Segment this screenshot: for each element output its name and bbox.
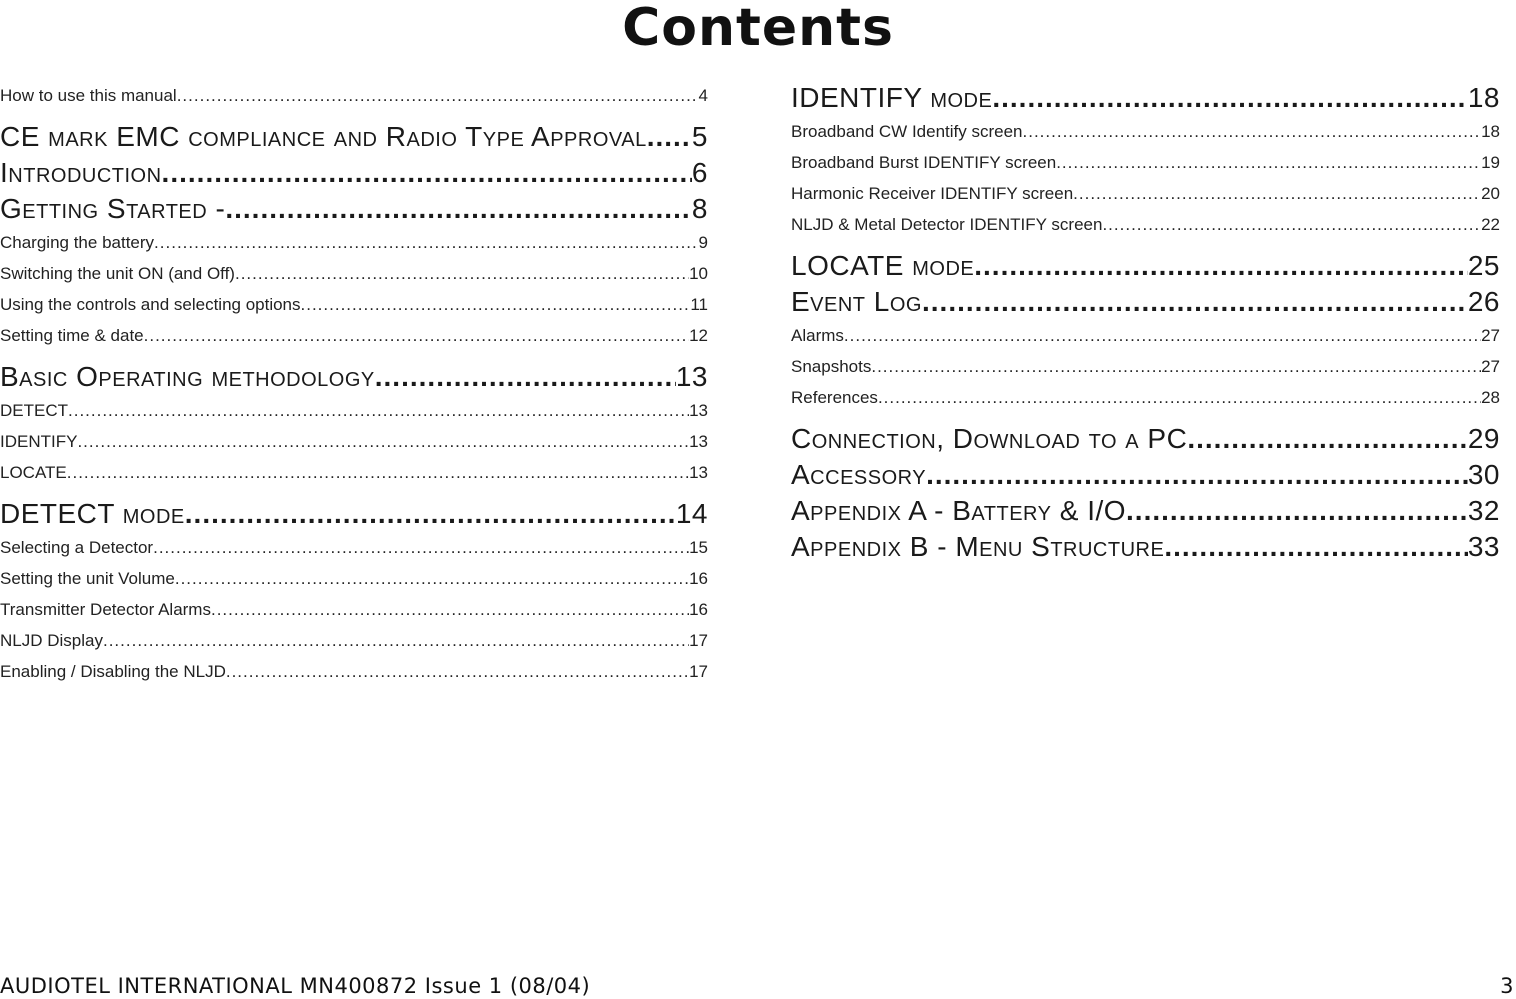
toc-entry-label: Using the controls and selecting options bbox=[0, 295, 301, 314]
toc-entry-label: Switching the unit ON (and Off) bbox=[0, 264, 235, 283]
toc-section-entry[interactable] bbox=[791, 421, 1500, 457]
toc-dot-leader bbox=[1126, 493, 1468, 529]
toc-dot-leader bbox=[154, 227, 698, 258]
toc-entry-label: Introduction bbox=[0, 157, 162, 188]
toc-entry-label: Accessory bbox=[791, 459, 927, 490]
toc-dot-leader bbox=[647, 119, 692, 155]
toc-subsection-entry[interactable] bbox=[0, 656, 708, 687]
toc-dot-leader bbox=[225, 191, 692, 227]
toc-entry-label: Basic Operating methodology bbox=[0, 361, 375, 392]
toc-subsection-entry[interactable] bbox=[0, 563, 708, 594]
toc-entry-label: Snapshots bbox=[791, 357, 872, 376]
toc-dot-leader bbox=[1102, 209, 1481, 240]
toc-entry-label: Setting the unit Volume bbox=[0, 569, 175, 588]
toc-section-entry[interactable] bbox=[791, 248, 1500, 284]
toc-page-number: 8 bbox=[691, 193, 708, 224]
toc-entry-label: How to use this manual bbox=[0, 86, 177, 105]
toc-dot-leader bbox=[926, 457, 1468, 493]
toc-section-entry[interactable] bbox=[791, 529, 1500, 565]
toc-dot-leader bbox=[922, 284, 1468, 320]
toc-dot-leader bbox=[871, 351, 1481, 382]
toc-dot-leader bbox=[974, 248, 1468, 284]
toc-page-number: 26 bbox=[1467, 286, 1500, 317]
toc-page-number: 12 bbox=[689, 326, 708, 345]
toc-dot-leader bbox=[185, 496, 676, 532]
toc-page-number: 17 bbox=[689, 631, 708, 650]
toc-section-entry[interactable] bbox=[0, 359, 708, 395]
toc-section-entry[interactable] bbox=[0, 119, 708, 155]
toc-subsection-entry[interactable] bbox=[0, 289, 708, 320]
toc-dot-leader bbox=[177, 80, 699, 111]
toc-page-number: 20 bbox=[1481, 184, 1500, 203]
toc-entry-label: DETECT mode bbox=[0, 498, 185, 529]
toc-dot-leader bbox=[77, 426, 689, 457]
toc-entry-label: Setting time & date bbox=[0, 326, 144, 345]
toc-dot-leader bbox=[1164, 529, 1468, 565]
toc-dot-leader bbox=[162, 155, 692, 191]
toc-entry-label: References bbox=[791, 388, 878, 407]
toc-entry-label: Selecting a Detector bbox=[0, 538, 154, 557]
toc-dot-leader bbox=[153, 532, 689, 563]
toc-dot-leader bbox=[235, 258, 689, 289]
toc-entry-label: IDENTIFY mode bbox=[791, 82, 993, 113]
toc-subsection-entry[interactable] bbox=[0, 426, 708, 457]
toc-entry-label: Appendix A - Battery & I/O bbox=[791, 495, 1127, 526]
toc-subsection-entry[interactable] bbox=[0, 320, 708, 351]
toc-page-number: 4 bbox=[698, 86, 708, 105]
footer-page-number: 3 bbox=[1500, 974, 1514, 998]
toc-subsection-entry[interactable] bbox=[0, 532, 708, 563]
toc-left-column bbox=[0, 80, 708, 687]
toc-dot-leader bbox=[301, 289, 691, 320]
toc-subsection-entry[interactable] bbox=[0, 594, 708, 625]
toc-dot-leader bbox=[144, 320, 689, 351]
toc-page-number: 16 bbox=[689, 569, 708, 588]
toc-entry-label: Appendix B - Menu Structure bbox=[791, 531, 1165, 562]
toc-page-number: 13 bbox=[689, 401, 708, 420]
toc-page-number: 19 bbox=[1481, 153, 1500, 172]
toc-dot-leader bbox=[375, 359, 676, 395]
toc-entry-label: Event Log bbox=[791, 286, 922, 317]
toc-dot-leader bbox=[211, 594, 689, 625]
toc-page-number: 9 bbox=[698, 233, 708, 252]
toc-page-number: 29 bbox=[1467, 423, 1500, 454]
toc-dot-leader bbox=[1073, 178, 1481, 209]
toc-page-number: 18 bbox=[1467, 82, 1500, 113]
toc-page-number: 10 bbox=[689, 264, 708, 283]
toc-subsection-entry[interactable] bbox=[791, 116, 1500, 147]
toc-entry-label: IDENTIFY bbox=[0, 432, 78, 451]
toc-page-number: 25 bbox=[1467, 250, 1500, 281]
toc-dot-leader bbox=[68, 395, 689, 426]
toc-dot-leader bbox=[844, 320, 1481, 351]
toc-entry-label: Broadband Burst IDENTIFY screen bbox=[791, 153, 1057, 172]
toc-dot-leader bbox=[1056, 147, 1481, 178]
toc-subsection-entry[interactable] bbox=[791, 382, 1500, 413]
footer-document-id: AUDIOTEL INTERNATIONAL MN400872 Issue 1 (08/04) bbox=[0, 974, 591, 998]
toc-subsection-entry[interactable] bbox=[0, 80, 708, 111]
toc-subsection-entry[interactable] bbox=[791, 351, 1500, 382]
toc-subsection-entry[interactable] bbox=[0, 227, 708, 258]
toc-page-number: 15 bbox=[689, 538, 708, 557]
toc-page-number: 14 bbox=[675, 498, 708, 529]
toc-right-column bbox=[791, 80, 1500, 565]
toc-section-entry[interactable] bbox=[0, 496, 708, 532]
toc-dot-leader bbox=[878, 382, 1481, 413]
toc-section-entry[interactable] bbox=[791, 457, 1500, 493]
toc-page-number: 27 bbox=[1481, 357, 1500, 376]
toc-page-number: 28 bbox=[1481, 388, 1500, 407]
toc-entry-label: Transmitter Detector Alarms bbox=[0, 600, 211, 619]
toc-entry-label: Harmonic Receiver IDENTIFY screen bbox=[791, 184, 1074, 203]
toc-page-number: 22 bbox=[1481, 215, 1500, 234]
toc-subsection-entry[interactable] bbox=[791, 320, 1500, 351]
toc-subsection-entry[interactable] bbox=[0, 395, 708, 426]
toc-subsection-entry[interactable] bbox=[791, 178, 1500, 209]
toc-dot-leader bbox=[1187, 421, 1468, 457]
toc-dot-leader bbox=[226, 656, 689, 687]
toc-entry-label: Getting Started - bbox=[0, 193, 226, 224]
toc-entry-label: LOCATE bbox=[0, 463, 67, 482]
toc-page-number: 18 bbox=[1481, 122, 1500, 141]
toc-dot-leader bbox=[992, 80, 1468, 116]
toc-page-number: 17 bbox=[689, 662, 708, 681]
toc-section-entry[interactable] bbox=[791, 284, 1500, 320]
toc-entry-label: DETECT bbox=[0, 401, 68, 420]
toc-section-entry[interactable] bbox=[0, 191, 708, 227]
toc-section-entry[interactable] bbox=[791, 80, 1500, 116]
toc-section-entry[interactable] bbox=[0, 155, 708, 191]
toc-entry-label: Enabling / Disabling the NLJD bbox=[0, 662, 226, 681]
toc-entry-label: CE mark EMC compliance and Radio Type Approval bbox=[0, 121, 647, 152]
toc-page-number: 13 bbox=[675, 361, 708, 392]
toc-section-entry[interactable] bbox=[791, 493, 1500, 529]
toc-entry-label: Charging the battery bbox=[0, 233, 155, 252]
toc-entry-label: NLJD Display bbox=[0, 631, 103, 650]
toc-page-number: 16 bbox=[689, 600, 708, 619]
toc-entry-label: Connection, Download to a PC bbox=[791, 423, 1188, 454]
toc-dot-leader bbox=[103, 625, 689, 656]
toc-page-number: 5 bbox=[691, 121, 708, 152]
toc-page-number: 11 bbox=[690, 295, 708, 314]
toc-page-number: 30 bbox=[1467, 459, 1500, 490]
toc-entry-label: NLJD & Metal Detector IDENTIFY screen bbox=[791, 215, 1103, 234]
toc-entry-label: Alarms bbox=[791, 326, 844, 345]
toc-entry-label: Broadband CW Identify screen bbox=[791, 122, 1023, 141]
toc-subsection-entry[interactable] bbox=[0, 625, 708, 656]
toc-subsection-entry[interactable] bbox=[791, 209, 1500, 240]
toc-entry-label: LOCATE mode bbox=[791, 250, 975, 281]
toc-dot-leader bbox=[1023, 116, 1482, 147]
toc-page-number: 33 bbox=[1467, 531, 1500, 562]
toc-page-number: 6 bbox=[691, 157, 708, 188]
toc-dot-leader bbox=[67, 457, 689, 488]
toc-subsection-entry[interactable] bbox=[791, 147, 1500, 178]
toc-page-number: 27 bbox=[1481, 326, 1500, 345]
toc-page-number: 13 bbox=[689, 432, 708, 451]
toc-subsection-entry[interactable] bbox=[0, 258, 708, 289]
toc-dot-leader bbox=[175, 563, 689, 594]
toc-subsection-entry[interactable] bbox=[0, 457, 708, 488]
page-title: Contents bbox=[622, 0, 894, 58]
toc-page-number: 32 bbox=[1467, 495, 1500, 526]
toc-page-number: 13 bbox=[689, 463, 708, 482]
